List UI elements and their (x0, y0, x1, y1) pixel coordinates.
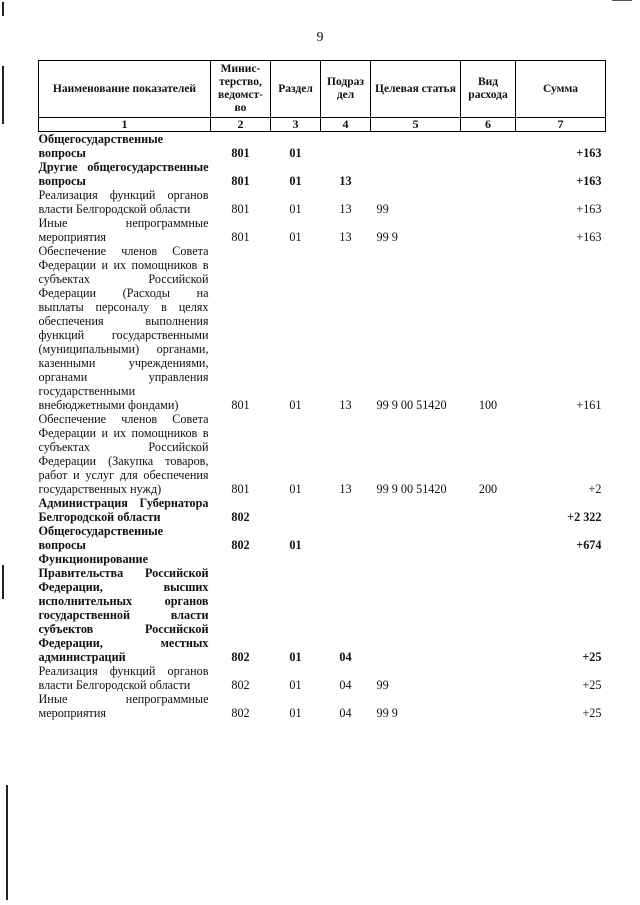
page-number: 9 (316, 30, 324, 45)
row-name: Другие общегосударственные вопросы (38, 160, 209, 188)
row-expense-type (461, 160, 516, 188)
row-subsection (321, 496, 371, 524)
row-name: Обеспечение членов Совета Федерации и их помощников в субъектах Российской Федерации (Расходы на выплаты персоналу в целях обеспечения выполнения функций государственными (муниципальными) органами, казенными учреждениями, органами управления государственными внебюджетными фондами) (38, 244, 209, 412)
row-expense-type (461, 132, 516, 161)
row-target-article: 99 (376, 678, 389, 692)
row-section: 01 (289, 230, 302, 244)
margin-mark-upper (2, 66, 4, 124)
row-name: Иные непрограммные мероприятия (38, 216, 209, 244)
row-expense-type (461, 496, 516, 524)
row-expense-type (461, 524, 516, 552)
column-number: 7 (516, 118, 606, 132)
table-row (39, 552, 606, 664)
row-expense-type: 100 (478, 398, 498, 412)
margin-mark-top (2, 2, 4, 16)
row-ministry: 801 (231, 230, 250, 244)
row-amount: +163 (576, 174, 602, 188)
row-section: 01 (289, 146, 302, 160)
row-name: Общегосударственные вопросы (38, 132, 164, 160)
row-subsection: 04 (339, 650, 352, 664)
row-ministry: 801 (231, 482, 250, 496)
row-target-article (371, 524, 461, 552)
row-section: 01 (289, 706, 302, 720)
header-amount: Сумма (516, 61, 606, 118)
row-expense-type (461, 552, 516, 664)
row-ministry: 801 (231, 146, 250, 160)
row-section: 01 (289, 650, 302, 664)
row-section: 01 (289, 482, 302, 496)
row-target-article: 99 9 00 51420 (376, 482, 447, 496)
row-expense-type (461, 664, 516, 692)
row-ministry: 801 (231, 174, 250, 188)
row-subsection: 13 (339, 482, 352, 496)
row-amount: +163 (576, 230, 602, 244)
row-subsection: 04 (339, 678, 352, 692)
corner-mark (612, 0, 632, 1)
row-name: Общегосударственные вопросы (38, 524, 164, 552)
row-target-article: 99 9 (376, 230, 398, 244)
row-subsection: 04 (339, 706, 352, 720)
row-name: Администрация Губернатора Белгородской области (38, 496, 209, 524)
row-target-article: 99 (376, 202, 389, 216)
column-number: 4 (321, 118, 371, 132)
table-row (39, 524, 606, 552)
row-amount: +161 (576, 398, 602, 412)
table-row (39, 216, 606, 244)
table-row (39, 188, 606, 216)
header-expense-type: Вид расхода (461, 61, 516, 118)
row-amount: +2 (588, 482, 602, 496)
header-subsection: Подраз дел (321, 61, 371, 118)
column-number: 5 (371, 118, 461, 132)
row-name: Реализация функций органов власти Белгородской области (38, 664, 209, 692)
row-subsection: 13 (339, 230, 352, 244)
row-ministry: 802 (231, 706, 250, 720)
row-target-article (371, 132, 461, 161)
row-subsection: 13 (339, 398, 352, 412)
row-ministry: 802 (231, 678, 250, 692)
row-target-article (371, 552, 461, 664)
header-row (39, 61, 606, 118)
row-name: Обеспечение членов Совета Федерации и их помощников в субъектах Российской Федерации (Закупка товаров, работ и услуг для обеспечения государственных нужд) (38, 412, 209, 496)
row-ministry: 802 (231, 650, 250, 664)
column-number: 1 (39, 118, 211, 132)
row-target-article (371, 496, 461, 524)
row-section: 01 (289, 398, 302, 412)
table-row (39, 692, 606, 720)
column-number-row (39, 118, 606, 132)
row-amount: +674 (576, 538, 602, 552)
row-section: 01 (289, 678, 302, 692)
row-ministry: 801 (231, 398, 250, 412)
row-subsection (321, 132, 371, 161)
header-section: Раздел (271, 61, 321, 118)
row-section: 01 (289, 174, 302, 188)
row-ministry: 802 (231, 538, 250, 552)
table-body (39, 132, 606, 721)
row-subsection: 13 (339, 174, 352, 188)
row-ministry: 802 (231, 510, 250, 524)
header-name: Наименование показателей (39, 61, 211, 118)
margin-mark-middle (2, 565, 4, 599)
row-subsection (321, 524, 371, 552)
table-row (39, 664, 606, 692)
header-target-article: Целевая статья (371, 61, 461, 118)
row-amount: +163 (576, 146, 602, 160)
table-row (39, 132, 606, 161)
row-expense-type (461, 692, 516, 720)
row-section: 01 (289, 202, 302, 216)
row-section: 01 (289, 538, 302, 552)
table-row (39, 244, 606, 412)
column-number: 3 (271, 118, 321, 132)
budget-table (38, 60, 606, 720)
row-amount: +163 (576, 202, 602, 216)
row-expense-type (461, 188, 516, 216)
row-ministry: 801 (231, 202, 250, 216)
table-row (39, 496, 606, 524)
table-row (39, 160, 606, 188)
row-amount: +25 (582, 678, 602, 692)
row-amount: +25 (582, 706, 602, 720)
margin-mark-bottom (6, 785, 8, 900)
row-target-article (371, 160, 461, 188)
column-number: 2 (211, 118, 271, 132)
row-amount: +2 322 (567, 510, 602, 524)
row-expense-type (461, 216, 516, 244)
row-amount: +25 (582, 650, 602, 664)
row-subsection: 13 (339, 202, 352, 216)
table-row (39, 412, 606, 496)
column-number: 6 (461, 118, 516, 132)
row-expense-type: 200 (478, 482, 498, 496)
row-target-article: 99 9 00 51420 (376, 398, 447, 412)
row-section (271, 496, 321, 524)
row-name: Функционирование Правительства Российской Федерации, высших исполнительных органов государственной власти субъектов Российской Федерации, местных администраций (38, 552, 209, 664)
row-name: Иные непрограммные мероприятия (38, 692, 209, 720)
row-target-article: 99 9 (376, 706, 398, 720)
row-name: Реализация функций органов власти Белгородской области (38, 188, 209, 216)
header-ministry: Минис-терство, ведомст-во (211, 61, 271, 118)
